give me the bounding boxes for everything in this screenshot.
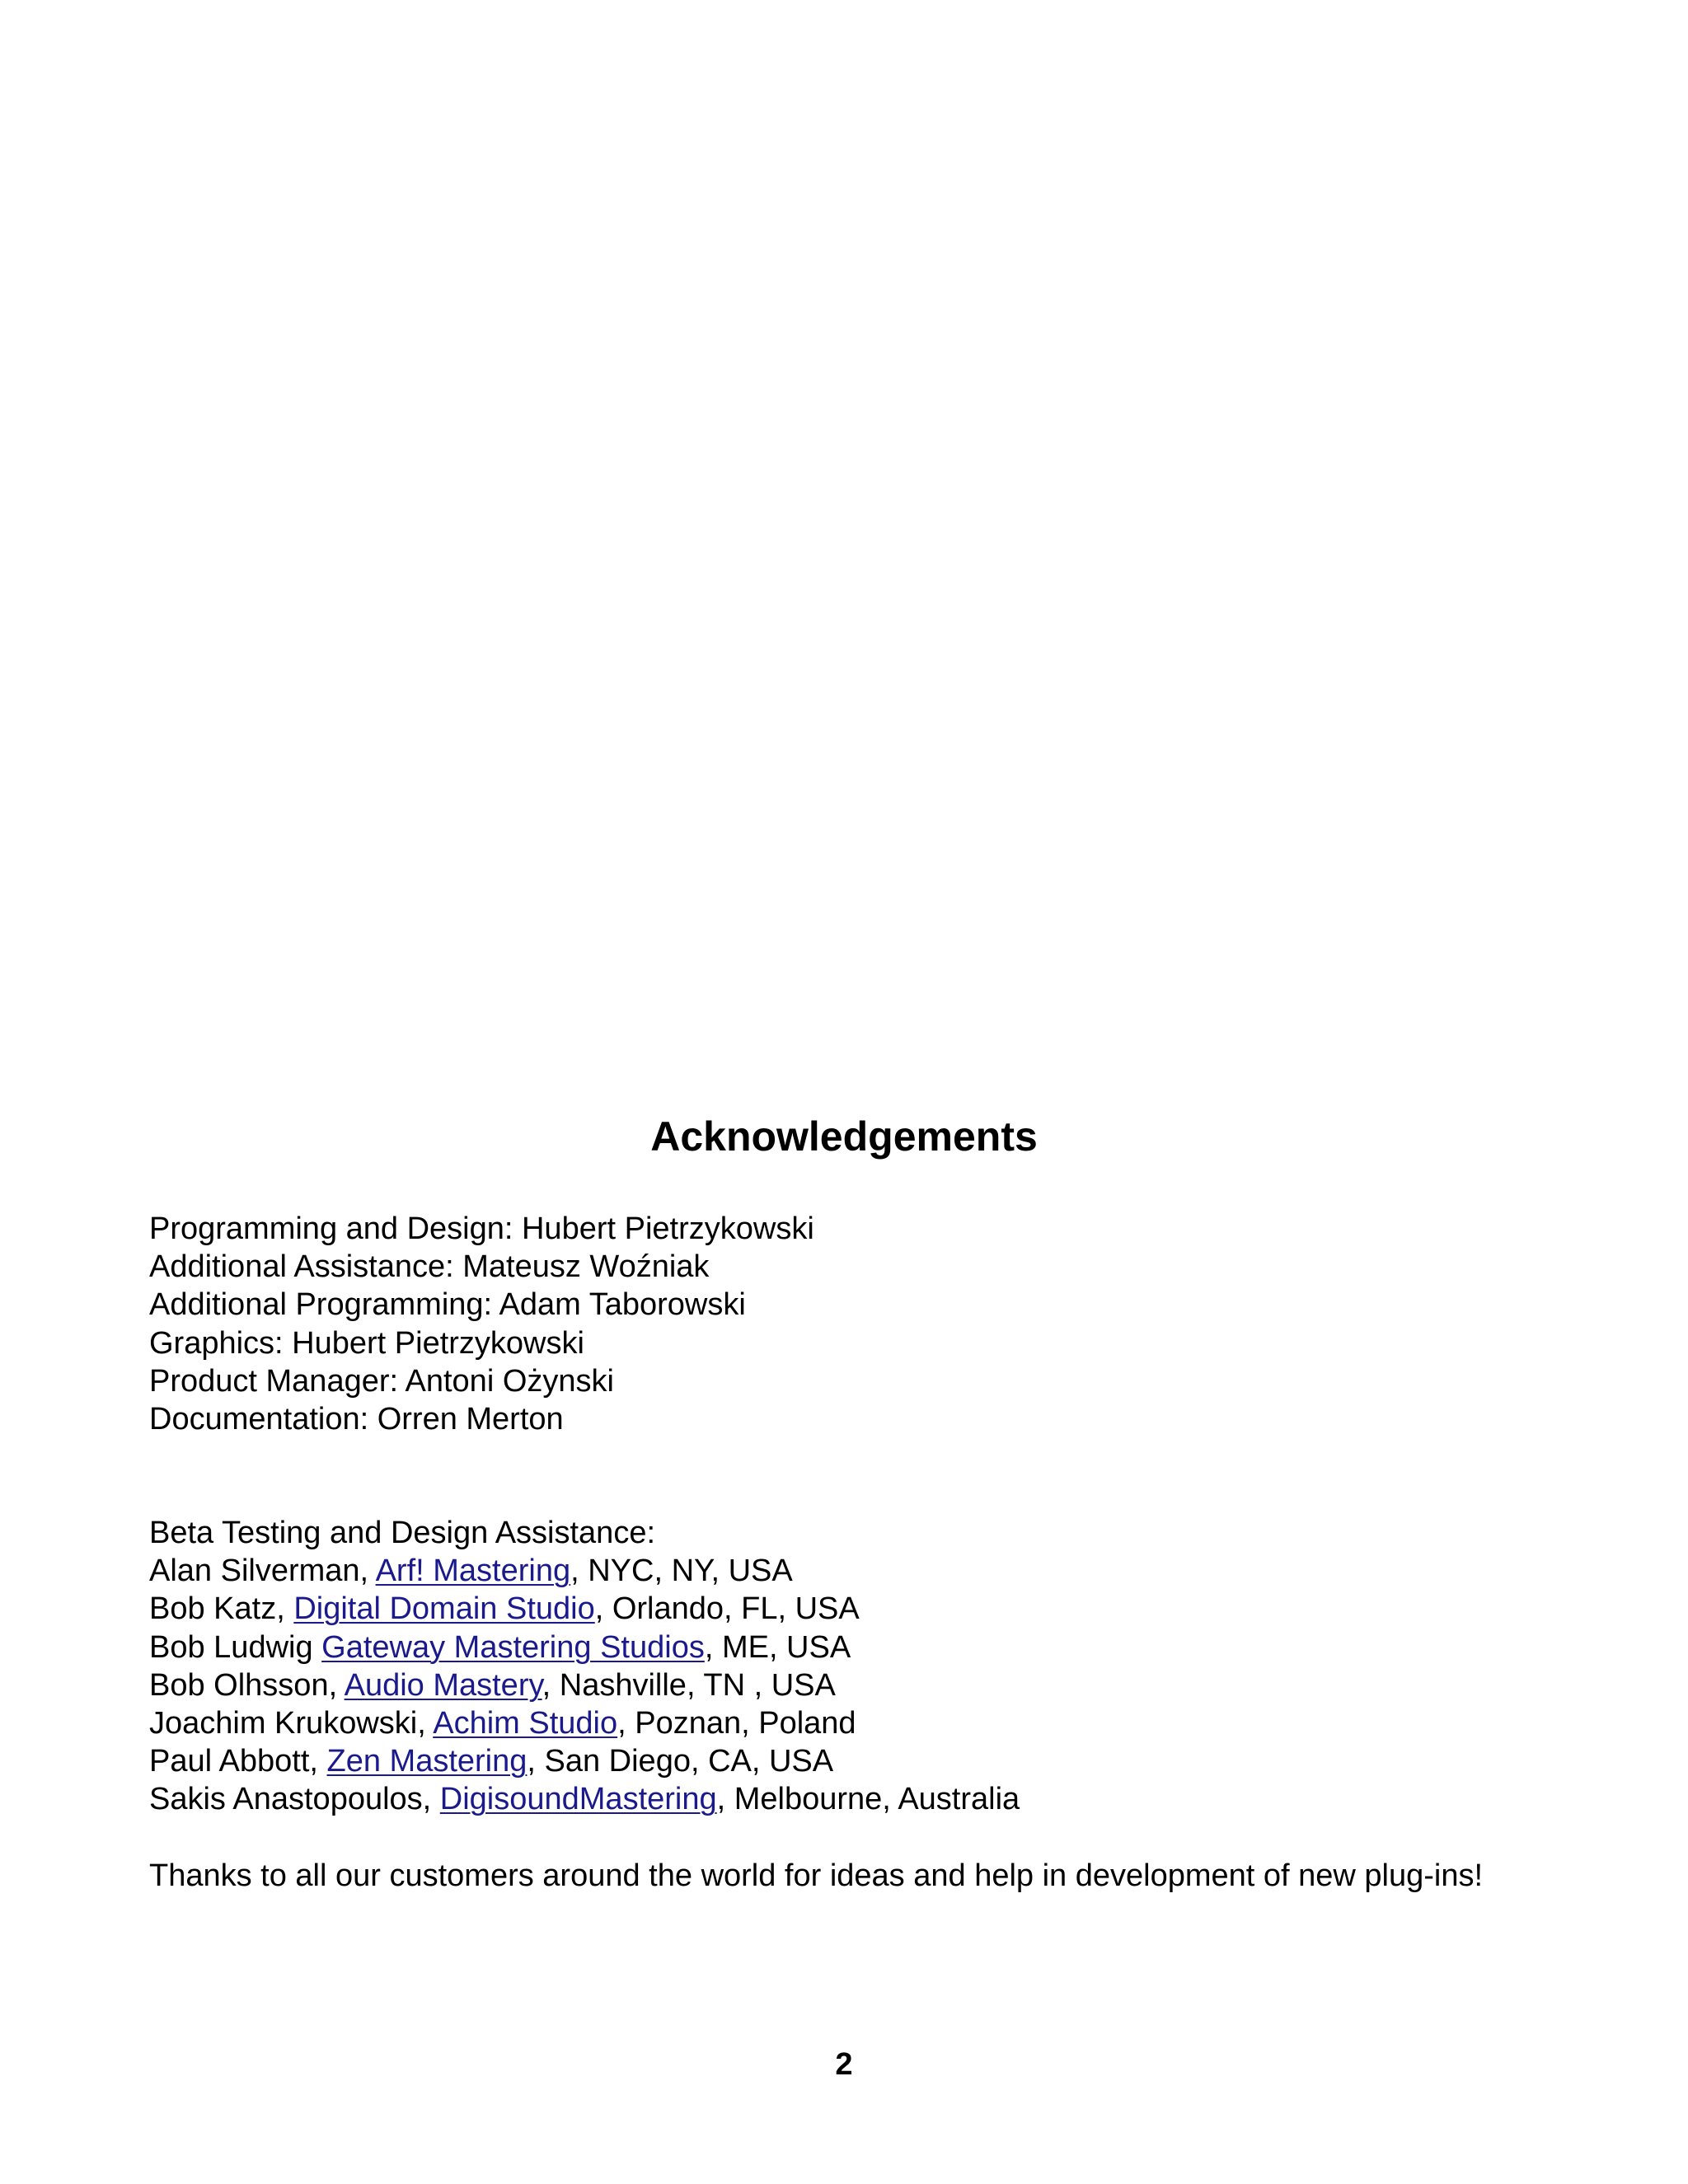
beta-entry-name: Paul Abbott, bbox=[149, 1744, 327, 1779]
beta-entry-location: , Poznan, Poland bbox=[617, 1706, 856, 1741]
beta-entry-location: , Melbourne, Australia bbox=[716, 1782, 1020, 1817]
studio-link-digisound-mastering[interactable]: DigisoundMastering bbox=[439, 1782, 717, 1817]
beta-entry bbox=[149, 1742, 1536, 1780]
beta-entry-name: Joachim Krukowski, bbox=[149, 1706, 434, 1741]
thanks-paragraph: Thanks to all our customers around the world for ideas and help in development of new plug-ins! bbox=[149, 1858, 1484, 1893]
beta-entry bbox=[149, 1552, 1536, 1590]
studio-link-achim-studio[interactable]: Achim Studio bbox=[433, 1706, 618, 1741]
credit-line-graphics: Graphics: Hubert Pietrzykowski bbox=[149, 1325, 584, 1361]
beta-entry bbox=[149, 1704, 1536, 1742]
beta-entry-name: Bob Katz, bbox=[149, 1591, 294, 1627]
studio-link-digital-domain[interactable]: Digital Domain Studio bbox=[293, 1591, 595, 1627]
beta-entry bbox=[149, 1780, 1536, 1818]
beta-entry bbox=[149, 1590, 1536, 1628]
credits-list bbox=[149, 1210, 1536, 1438]
credit-line-product-manager: Product Manager: Antoni Ożynski bbox=[149, 1363, 614, 1399]
studio-link-audio-mastery[interactable]: Audio Mastery bbox=[344, 1667, 542, 1703]
beta-entry-name: Bob Ludwig bbox=[149, 1629, 322, 1665]
credit-line-additional-programming: Additional Programming: Adam Taborowski bbox=[149, 1287, 746, 1323]
beta-entry-location: , Nashville, TN , USA bbox=[542, 1667, 836, 1703]
beta-testers-section bbox=[149, 1514, 1536, 1819]
studio-link-arf-mastering[interactable]: Arf! Mastering bbox=[375, 1554, 571, 1589]
studio-link-gateway-mastering[interactable]: Gateway Mastering Studios bbox=[321, 1629, 705, 1665]
beta-entry-location: , ME, USA bbox=[704, 1629, 851, 1665]
credit-line-documentation: Documentation: Orren Merton bbox=[149, 1402, 564, 1437]
beta-entry-name: Sakis Anastopoulos, bbox=[149, 1782, 440, 1817]
page-number: 2 bbox=[835, 2047, 853, 2082]
credit-line-programming: Programming and Design: Hubert Pietrzykowski bbox=[149, 1212, 814, 1246]
beta-heading: Beta Testing and Design Assistance: bbox=[149, 1516, 656, 1550]
beta-entry bbox=[149, 1629, 1536, 1666]
credit-line-assistance: Additional Assistance: Mateusz Woźniak bbox=[149, 1249, 710, 1285]
studio-link-zen-mastering[interactable]: Zen Mastering bbox=[326, 1744, 528, 1779]
beta-entry-name: Bob Olhsson, bbox=[149, 1667, 345, 1703]
beta-entry bbox=[149, 1666, 1536, 1704]
beta-entry-name: Alan Silverman, bbox=[149, 1554, 376, 1589]
beta-entry-location: , San Diego, CA, USA bbox=[527, 1744, 834, 1779]
page-title: Acknowledgements bbox=[650, 1113, 1038, 1160]
beta-entry-location: , Orlando, FL, USA bbox=[594, 1591, 860, 1627]
beta-entry-location: , NYC, NY, USA bbox=[570, 1554, 793, 1589]
